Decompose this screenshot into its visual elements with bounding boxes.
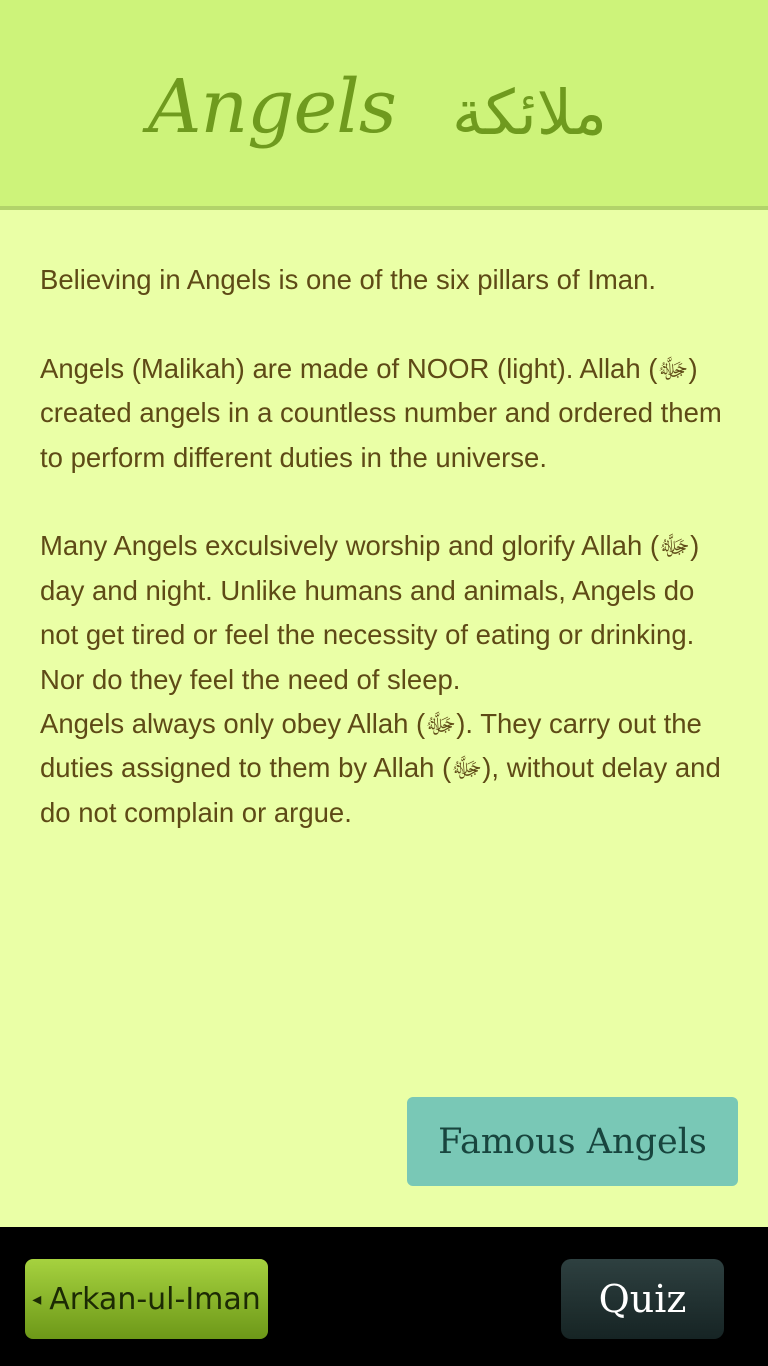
famous-angels-button[interactable]: Famous Angels [407,1097,738,1186]
paragraph-creation: Angels (Malikah) are made of NOOR (light). Allah (ﷻ) created angels in a countless number and ordered them to perform different duties in the universe. [40,352,722,473]
back-button-label: Arkan-ul-Iman [49,1281,261,1317]
quiz-button[interactable]: Quiz [561,1259,724,1339]
paragraph-worship: Many Angels exculsively worship and glorify Allah (ﷻ) day and night. Unlike humans and animals, Angels do not get tired or feel the necessity of eating or drinking. Nor do they feel the need of sleep. [40,530,700,695]
paragraph-obedience: Angels always only obey Allah (ﷻ). They carry out the duties assigned to them by Allah (ﷻ), without delay and do not complain or argue. [40,708,721,828]
page-title: Angels [148,64,396,150]
page-title-arabic: ملائكة [452,76,607,149]
back-button[interactable] [25,1259,268,1339]
body-text [40,258,740,835]
header [0,0,768,210]
paragraph-pillars: Believing in Angels is one of the six pillars of Iman. [40,264,657,295]
back-arrow-icon: ◂ [32,1288,42,1310]
footer-bar [0,1227,768,1366]
